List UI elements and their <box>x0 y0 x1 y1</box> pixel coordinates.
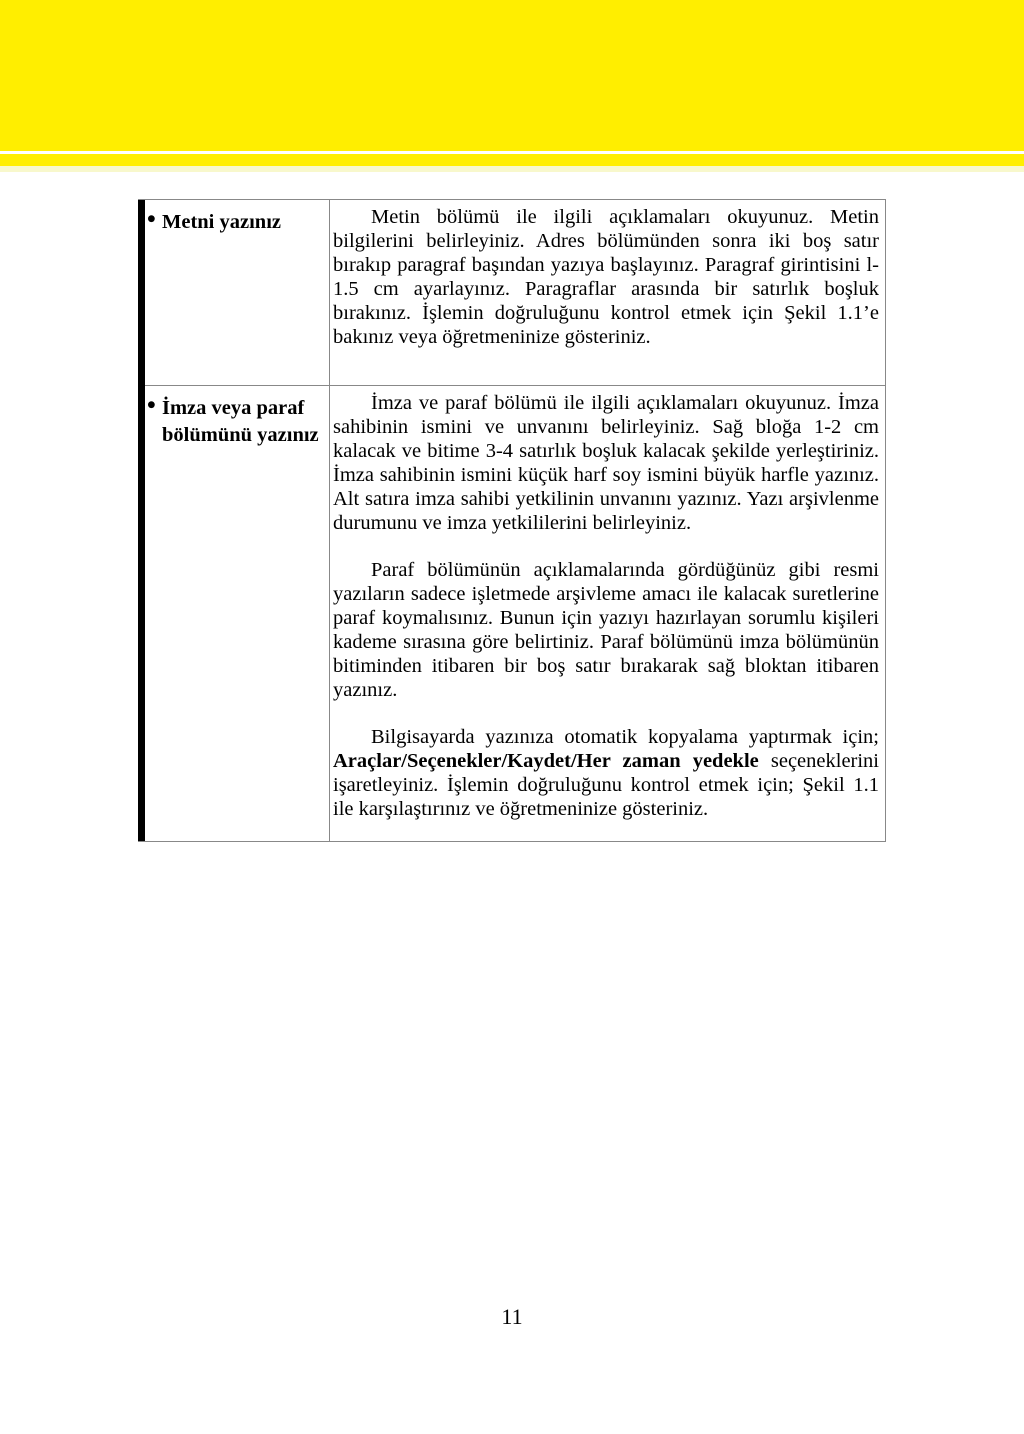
step-label: Metni yazınız <box>162 211 281 233</box>
paragraph: Metin bölümü ile ilgili açıklamaları okuyunuz. Metin bilgilerini belirleyiniz. Adres bölümünden sonra iki boş satır bırakıp paragraf başından yazıya başlayınız. Paragraf girintisini l-1.5 cm ayarlayınız. Paragraflar arasında bir satırlık boşluk bırakınız. İşlemin doğruluğunu kontrol etmek için Şekil 1.1’e bakınız veya öğretmeninize gösteriniz. <box>333 206 879 348</box>
table-row <box>138 200 885 386</box>
paragraph-text: seçeneklerini işaretleyiniz. İşlemin doğruluğunu kontrol etmek için; Şekil 1.1 ile karşılaştırınız ve öğretmeninize gösteriniz. <box>333 750 880 820</box>
menu-path-bold-text: Araçlar/Seçenekler/Kaydet/Her zaman yedekle <box>333 750 759 772</box>
pale-yellow-stripe <box>0 166 1024 172</box>
bullet-icon: • <box>147 206 156 233</box>
step-description-cell <box>330 386 885 841</box>
paragraph <box>333 725 879 821</box>
yellow-banner-stripe <box>0 154 1024 166</box>
paragraph: İmza ve paraf bölümü ile ilgili açıklamaları okuyunuz. İmza sahibinin ismini ve unvanını belirleyiniz. Sağ bloğa 1-2 cm kalacak ve bitime 3-4 satırlık boşluk kalacak şekilde yerleştiriniz. İmza sahibinin ismini küçük harf soy ismini büyük harfle yazınız. Alt satıra imza sahibi yetkilinin unvanını yazınız. Yazı arşivlenme durumunu ve imza yetkililerini belirleyiniz. <box>333 392 879 534</box>
step-label-cell-metni-yaziniz <box>138 200 330 385</box>
step-label-cell-imza-paraf <box>138 386 330 841</box>
step-description-cell <box>330 200 885 385</box>
page-number: 11 <box>501 1304 523 1329</box>
step-label: İmza veya paraf bölümünü yazınız <box>162 397 319 446</box>
paragraph-text: Bilgisayarda yazınıza otomatik kopyalama yaptırmak için; <box>371 726 879 748</box>
yellow-banner <box>0 0 1024 151</box>
bullet-icon: • <box>147 392 156 419</box>
instruction-table <box>138 199 886 842</box>
table-row <box>138 386 885 841</box>
paragraph: Paraf bölümünün açıklamalarında gördüğünüz gibi resmi yazıların sadece işletmede arşivleme amacı ile kalacak suretlerine paraf koymalısınız. Bunun için yazıyı hazırlayan sorumlu kişileri kademe sırasına göre belirtiniz. Paraf bölümünü imza bölümünün bitiminden itibaren bir boş satır bırakarak sağ bloktan itibaren yazınız. <box>333 559 879 701</box>
